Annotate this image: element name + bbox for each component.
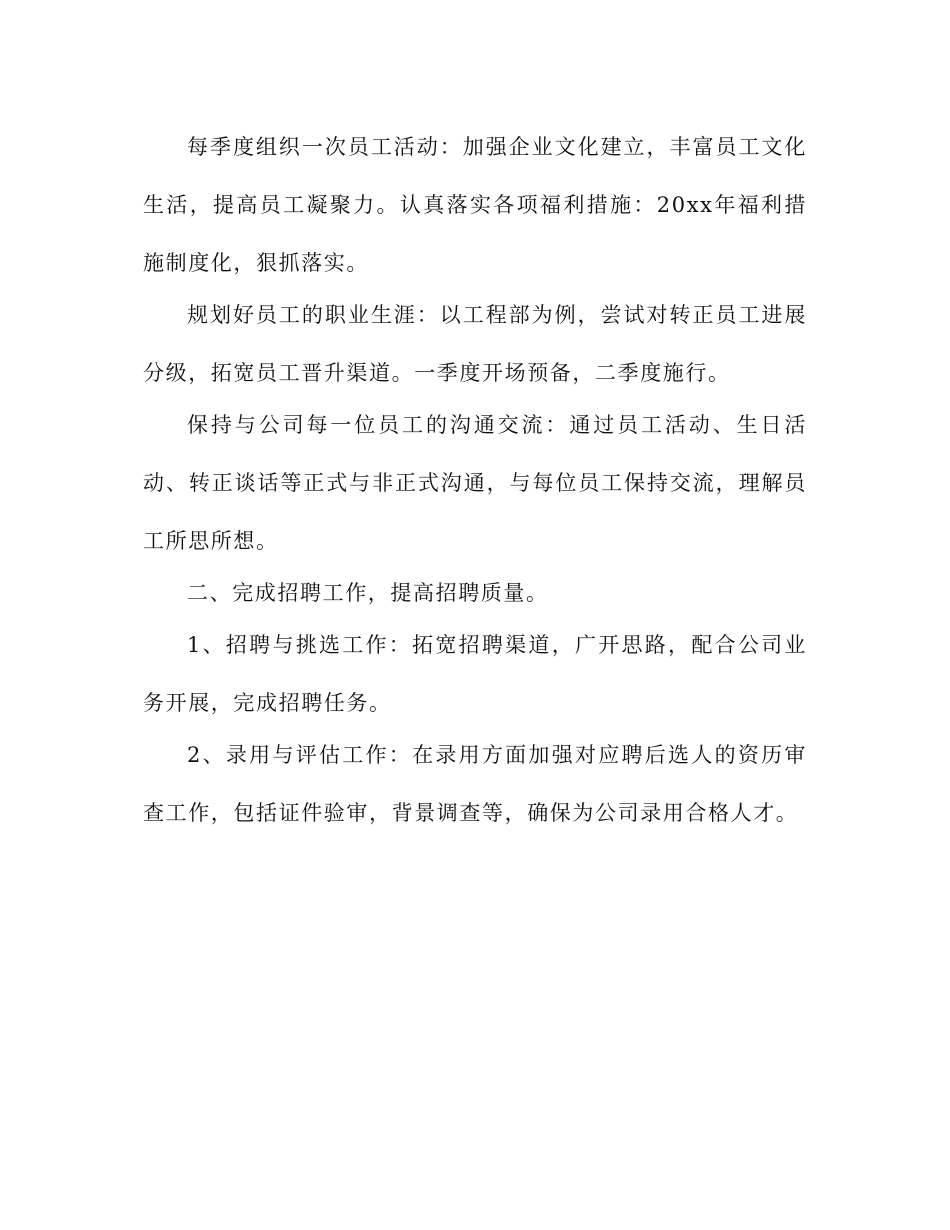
- paragraph-employee-communication: 保持与公司每一位员工的沟通交流：通过员工活动、生日活动、转正谈话等正式与非正式沟通，与每位员工保持交流，理解员工所思所想。: [143, 413, 807, 553]
- paragraph-career-planning: 规划好员工的职业生涯：以工程部为例，尝试对转正员工进展分级，拓宽员工晋升渠道。一季度开场预备，二季度施行。: [143, 303, 807, 385]
- paragraph-employee-activities: 每季度组织一次员工活动：加强企业文化建立，丰富员工文化生活，提高员工凝聚力。认真落实各项福利措施：20xx年福利措施制度化，狠抓落实。: [143, 135, 807, 275]
- document-body: [143, 118, 807, 842]
- section-heading-recruitment: 二、完成招聘工作，提高招聘质量。: [187, 581, 549, 605]
- paragraph-recruitment-selection: 1、招聘与挑选工作：拓宽招聘渠道，广开思路，配合公司业务开展，完成招聘任务。: [143, 633, 807, 715]
- paragraph-hiring-evaluation: 2、录用与评估工作：在录用方面加强对应聘后选人的资历审查工作，包括证件验审，背景调查等，确保为公司录用合格人才。: [143, 743, 807, 825]
